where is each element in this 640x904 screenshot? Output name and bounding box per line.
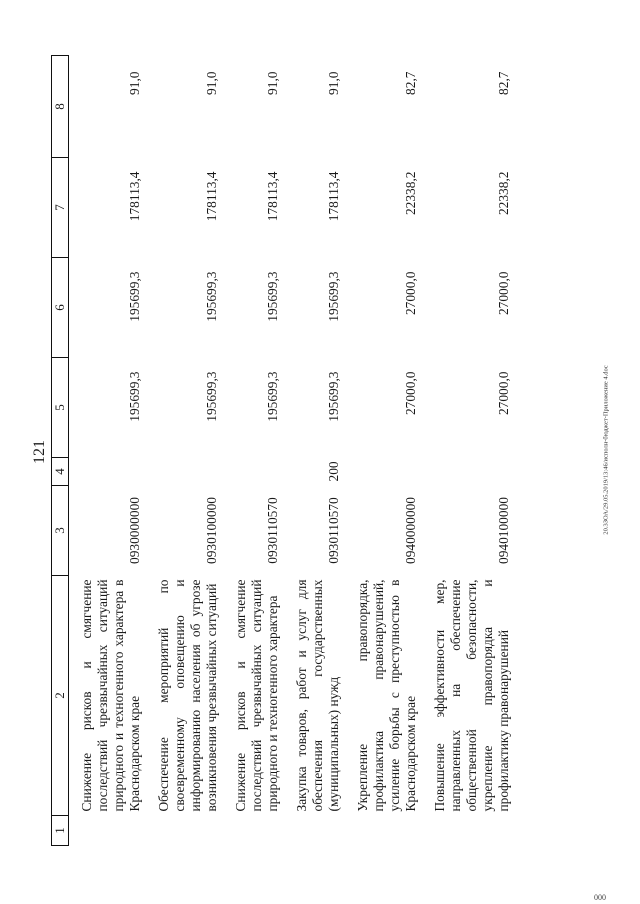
row-value-5: 27000,0 (496, 371, 511, 416)
row-type (345, 458, 422, 486)
row-value-8: 91,0 (127, 71, 142, 95)
row-type (69, 458, 147, 486)
column-header: 3 (52, 486, 69, 576)
table-row (422, 56, 515, 846)
column-header: 4 (52, 458, 69, 486)
row-code: 0930110570 (326, 497, 341, 564)
row-index-cell (345, 816, 422, 846)
row-value-8: 91,0 (265, 71, 280, 95)
page-number: 121 (31, 440, 48, 464)
row-value-8: 82,7 (403, 71, 418, 95)
row-value-5: 195699,3 (265, 371, 280, 422)
row-type: 200 (326, 461, 341, 482)
rotated-page-content (51, 56, 589, 846)
row-value-7: 178113,4 (326, 171, 341, 222)
row-value-5: 195699,3 (326, 371, 341, 422)
column-header: 8 (52, 56, 69, 158)
row-value-8: 91,0 (326, 71, 341, 95)
table-row (69, 56, 147, 846)
row-index-cell (223, 816, 284, 846)
table-row (284, 56, 345, 846)
row-value-6: 195699,3 (265, 271, 280, 322)
row-index-cell (422, 816, 515, 846)
corner-mark: 000 (594, 893, 606, 902)
row-index-cell (69, 816, 147, 846)
row-value-6: 195699,3 (204, 271, 219, 322)
row-value-7: 178113,4 (204, 171, 219, 222)
column-header: 2 (52, 576, 69, 816)
row-name: Закупка товаров, работ и услуг для обеспечения государственных (муниципальных) нужд (294, 579, 341, 812)
row-value-5: 195699,3 (204, 371, 219, 422)
row-type (422, 458, 515, 486)
document-path-footer: 20.3ЗОА/29.05.2019/13:46/исполн-бюджет-Приложение 4.doc (602, 365, 610, 535)
row-value-6: 195699,3 (326, 271, 341, 322)
row-type (146, 458, 223, 486)
row-name: Повышение эффективности мер, направленных на обеспечение общественной безопасности, укрепление правопорядка и профилактику правонарушений (432, 579, 511, 812)
table-header-row (52, 56, 69, 846)
row-name: Укрепление правопорядка, профилактика правонарушений, усиление борьбы с преступностью в Краснодарском крае (355, 579, 418, 812)
column-header: 6 (52, 258, 69, 358)
row-index-cell (146, 816, 223, 846)
row-value-5: 27000,0 (403, 371, 418, 416)
column-header: 7 (52, 158, 69, 258)
row-index-cell (284, 816, 345, 846)
row-value-7: 178113,4 (265, 171, 280, 222)
budget-table (51, 55, 515, 846)
row-value-6: 27000,0 (403, 271, 418, 316)
row-value-6: 195699,3 (127, 271, 142, 322)
row-code: 0930000000 (127, 497, 142, 564)
row-code: 0940100000 (496, 497, 511, 564)
row-name: Снижение рисков и смягчение последствий чрезвычайных ситуаций природного и техногенного характера (233, 579, 280, 812)
table-row (146, 56, 223, 846)
column-header: 1 (52, 816, 69, 846)
row-value-8: 91,0 (204, 71, 219, 95)
row-code: 0930110570 (265, 497, 280, 564)
row-value-7: 22338,2 (403, 171, 418, 216)
row-type (223, 458, 284, 486)
row-value-7: 22338,2 (496, 171, 511, 216)
column-header: 5 (52, 358, 69, 458)
row-value-8: 82,7 (496, 71, 511, 95)
row-name: Снижение рисков и смягчение последствий чрезвычайных ситуаций природного и техногенного характера в Краснодарском крае (79, 579, 142, 812)
row-value-7: 178113,4 (127, 171, 142, 222)
row-name: Обеспечение мероприятий по своевременному оповещению и информированию населения об угрозе возникновения чрезвычайных ситуаций (156, 579, 219, 812)
row-value-5: 195699,3 (127, 371, 142, 422)
table-row (345, 56, 422, 846)
table-row (223, 56, 284, 846)
row-code: 0930100000 (204, 497, 219, 564)
row-code: 0940000000 (403, 497, 418, 564)
row-value-6: 27000,0 (496, 271, 511, 316)
